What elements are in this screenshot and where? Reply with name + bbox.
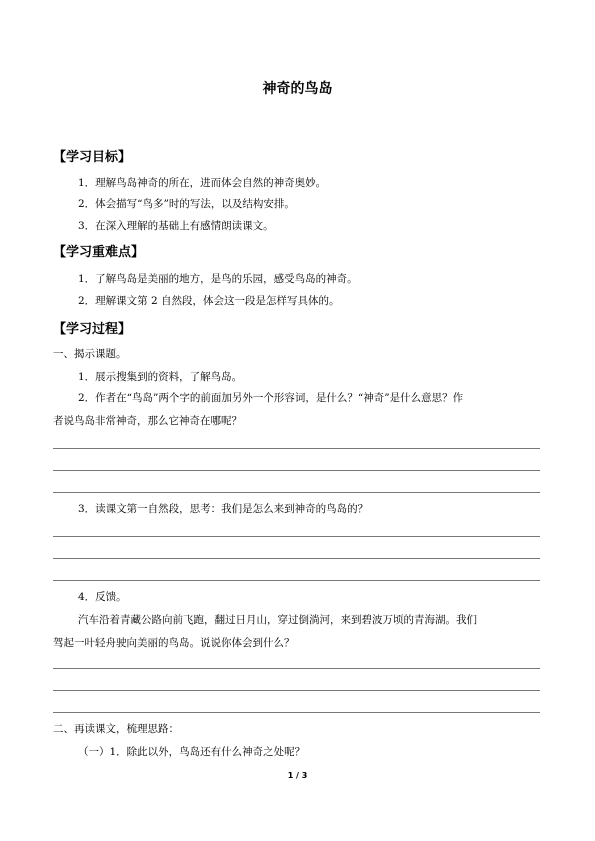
keypoint-item-1: 1．了解鸟岛是美丽的地方，是鸟的乐园，感受鸟岛的神奇。 xyxy=(78,273,358,285)
question-2-line-2: 者说鸟岛非常神奇，那么它神奇在哪呢？ xyxy=(53,415,242,427)
part2-question-1: （一）1．除此以外，鸟岛还有什么神奇之处呢？ xyxy=(78,746,306,758)
part2-title: 二、再读课文，梳理思路： xyxy=(53,723,179,735)
page-number: 1 / 3 xyxy=(287,771,308,780)
keypoints-heading: 【学习重难点】 xyxy=(53,245,145,260)
answer-line[interactable] xyxy=(53,558,540,559)
answer-line[interactable] xyxy=(53,492,540,493)
page-title: 神奇的鸟岛 xyxy=(262,81,333,97)
goal-item-1: 1．理解鸟岛神奇的所在，进而体会自然的神奇奥妙。 xyxy=(78,177,327,189)
answer-line[interactable] xyxy=(53,470,540,471)
goal-item-2: 2．体会描写“鸟多”时的写法，以及结构安排。 xyxy=(78,198,295,210)
question-1: 1．展示搜集到的资料，了解鸟岛。 xyxy=(78,371,243,383)
part1-title: 一、揭示课题。 xyxy=(53,348,127,360)
keypoint-item-2: 2．理解课文第 2 自然段，体会这一段是怎样写具体的。 xyxy=(78,295,340,307)
question-4: 4．反馈。 xyxy=(78,591,127,603)
goal-item-3: 3．在深入理解的基础上有感情朗读课文。 xyxy=(78,220,274,232)
answer-line[interactable] xyxy=(53,580,540,581)
question-4-para-line-1: 汽车沿着青藏公路向前飞跑，翻过日月山，穿过倒淌河，来到碧波万顷的青海湖。我们 xyxy=(78,614,477,626)
answer-line[interactable] xyxy=(53,448,540,449)
answer-line[interactable] xyxy=(53,712,540,713)
answer-line[interactable] xyxy=(53,536,540,537)
goals-heading: 【学习目标】 xyxy=(53,150,132,165)
answer-line[interactable] xyxy=(53,668,540,669)
question-3: 3．读课文第一自然段，思考：我们是怎么来到神奇的鸟岛的？ xyxy=(78,503,369,515)
answer-line[interactable] xyxy=(53,690,540,691)
question-2-line-1: 2．作者在“鸟岛”两个字的前面加另外一个形容词，是什么？“神奇”是什么意思？作 xyxy=(78,392,464,404)
question-4-para-line-2: 驾起一叶轻舟驶向美丽的鸟岛。说说你体会到什么？ xyxy=(53,637,295,649)
process-heading: 【学习过程】 xyxy=(53,322,132,337)
